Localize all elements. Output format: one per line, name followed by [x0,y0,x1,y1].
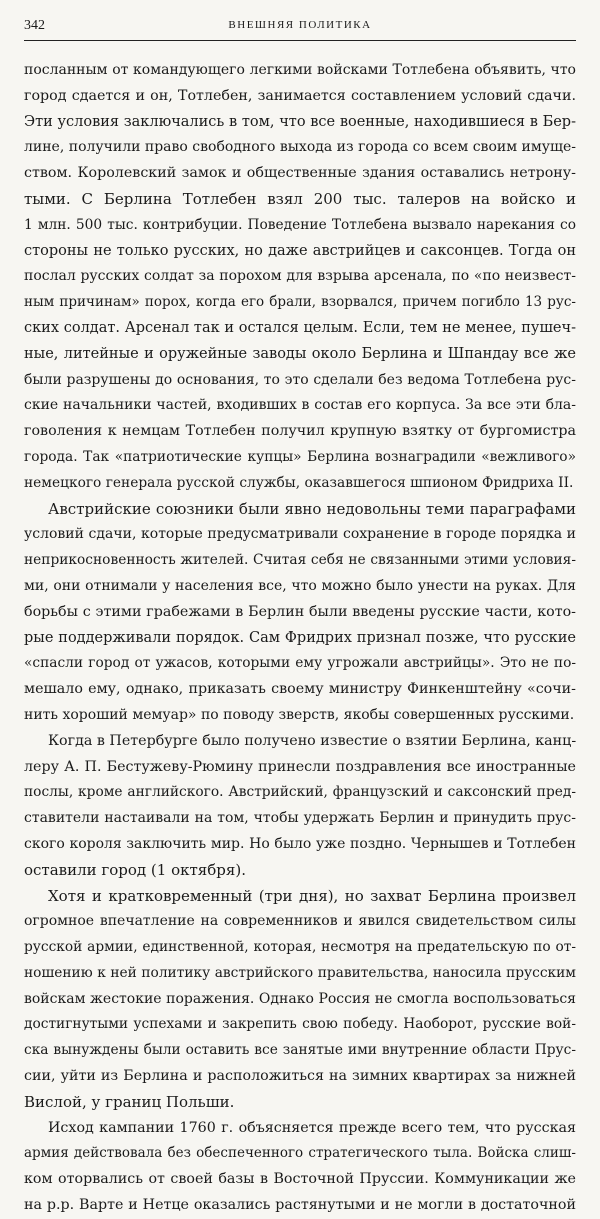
paragraph [24,1116,576,1219]
text-line: армия действовала без обеспеченного стратегического тыла. Войска слиш- [24,1145,576,1162]
text-line: войскам жестокие поражения. Однако Россия не смогла воспользоваться [24,990,576,1007]
text-line: посланным от командующего легкими войсками Тотлебена объявить, что [24,62,576,78]
text-line: Хотя и кратковременный (три дня), но захват Берлина произвел [48,886,576,905]
paragraph [24,729,576,884]
text-line: ские начальники частей, входивших в состав его корпуса. За все эти бла- [24,397,576,414]
text-line: тыми. С Берлина Тотлебен взял 200 тыс. талеров на войско и [24,189,576,208]
text-line: город сдается и он, Тотлебен, занимается составлением условий сдачи. [24,87,576,104]
text-line: ные, литейные и оружейные заводы около Берлина и Шпандау все же [24,345,576,362]
text-line: оставили город (1 октября). [24,860,246,879]
text-line: Вислой, у границ Польши. [24,1092,235,1111]
body-text [24,58,576,1219]
text-line: лине, получили право свободного выхода из города со всем своим имуще- [24,139,576,156]
running-head: ВНЕШНЯЯ ПОЛИТИКА [228,19,372,31]
text-line: леру А. П. Бестужеву-Рюмину принесли поздравления все иностранные [24,758,576,775]
text-line: 1 млн. 500 тыс. контрибуции. Поведение Тотлебена вызвало нарекания со [24,216,576,233]
paragraph [24,497,576,729]
text-line: на р.р. Варте и Нетце оказались растянутыми и не могли в достаточной [24,1197,576,1214]
text-line: мешало ему, однако, приказать своему министру Финкенштейну «сочи- [24,681,576,698]
text-line: были разрушены до основания, то это сделали без ведома Тотлебена рус- [24,371,576,388]
text-line: ми, они отнимали у населения все, что можно было унести на руках. Для [24,577,576,594]
text-line: говоления к немцам Тотлебен получил крупную взятку от бургомистра [24,423,576,440]
page-number: 342 [24,18,45,33]
text-line: немецкого генерала русской службы, оказавшегося шпионом Фридриха II. [24,474,574,491]
text-line: Исход кампании 1760 г. объясняется прежде всего тем, что русская [48,1119,576,1136]
text-line: послы, кроме английского. Австрийский, французский и саксонский пред- [24,784,576,801]
text-line: ством. Королевский замок и общественные здания оставались нетрону- [24,165,576,182]
text-line: Эти условия заключались в том, что все военные, находившиеся в Бер- [24,113,576,130]
text-line: ска вынуждены были оставить все занятые ими внутренние области Прус- [24,1042,576,1059]
text-line: стороны не только русских, но даже австрийцев и саксонцев. Тогда он [24,242,576,259]
text-line: неприкосновенность жителей. Считая себя не связанными этими условия- [24,552,576,569]
text-line: ношению к ней политику австрийского правительства, наносила прусским [24,964,576,981]
text-line: ком оторвались от своей базы в Восточной Пруссии. Коммуникации же [24,1171,576,1188]
text-line: ставители настаивали на том, чтобы удержать Берлин и принудить прус- [24,810,576,827]
paragraph [24,884,576,1116]
text-line: огромное впечатление на современников и явился свидетельством силы [24,913,576,930]
paragraph [24,58,576,497]
text-line: ным причинам» порох, когда его брали, взорвался, причем погибло 13 рус- [24,294,576,311]
text-line: нить хороший мемуар» по поводу зверств, якобы совершенных русскими. [24,706,575,723]
text-line: Когда в Петербурге было получено известие о взятии Берлина, канц- [48,732,576,749]
text-line: послал русских солдат за порохом для взрыва арсенала, по «по неизвест- [24,268,576,285]
text-line: города. Так «патриотические купцы» Берлина вознаградили «вежливого» [24,448,576,465]
text-line: сии, уйти из Берлина и расположиться на зимних квартирах за нижней [24,1068,576,1085]
text-line: условий сдачи, которые предусматривали сохранение в городе порядка и [24,526,576,543]
text-line: ского короля заключить мир. Но было уже поздно. Чернышев и Тотлебен [24,835,576,852]
text-line: ских солдат. Арсенал так и остался целым. Если, тем не менее, пушеч- [24,319,576,336]
text-line: борьбы с этими грабежами в Берлин были введены русские части, кото- [24,603,576,620]
text-line: русской армии, единственной, которая, несмотря на предательскую по от- [24,939,576,956]
text-line: Австрийские союзники были явно недовольны теми параграфами [48,499,576,518]
page-header [24,18,576,41]
text-line: достигнутыми успехами и закрепить свою победу. Наоборот, русские вой- [24,1016,576,1033]
text-line: рые поддерживали порядок. Сам Фридрих признал позже, что русские [24,629,576,646]
text-line: «спасли город от ужасов, которыми ему угрожали австрийцы». Это не по- [24,655,576,672]
